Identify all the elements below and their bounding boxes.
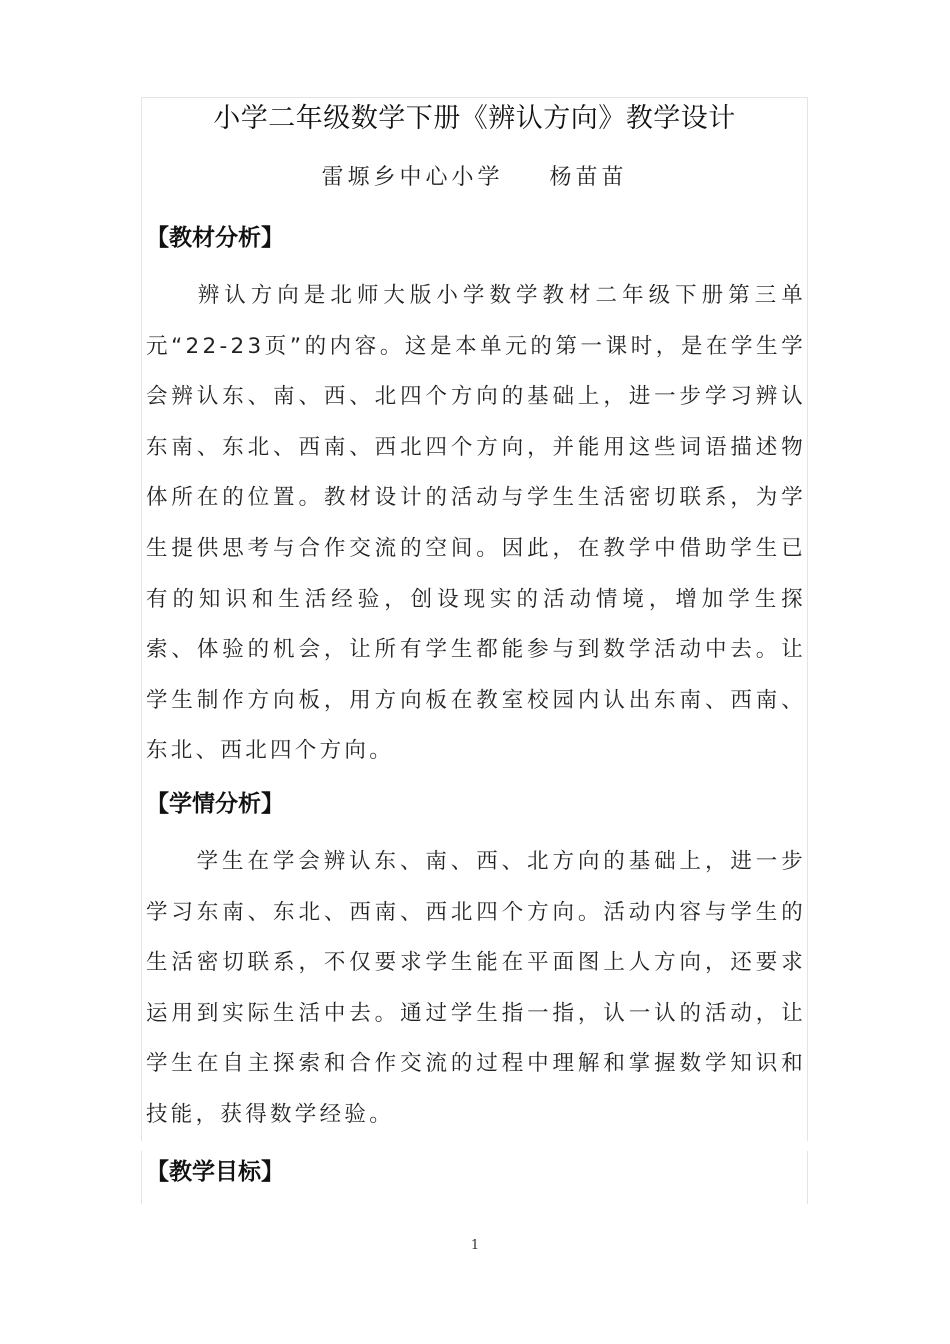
frame-break (138, 1141, 812, 1151)
document-title: 小学二年级数学下册《辨认方向》教学设计 (213, 103, 736, 134)
author-name: 杨苗苗 (549, 165, 628, 190)
section-body-textbook-analysis: 辨认方向是北师大版小学数学教材二年级下册第三单元“22-23页”的内容。这是本单元的第一课时，是在学生学会辨认东、南、西、北四个方向的基础上，进一步学习辨认东南、东北、西南、西北四个方向，并能用这些词语描述物体所在的位置。教材设计的活动与学生生活密切联系，为学生提供思考与合作交流的空间。因此，在教学中借助学生已有的知识和生活经验，创设现实的活动情境，增加学生探索、体验的机会，让所有学生都能参与到数学活动中去。让学生制作方向板，用方向板在教室校园内认出东南、西南、东北、西北四个方向。 (146, 283, 806, 764)
section-heading-student-analysis: 【学情分析】 (146, 791, 284, 817)
page-number: 1 (470, 1238, 480, 1253)
author-line (141, 156, 808, 200)
school-name: 雷塬乡中心小学 (321, 165, 504, 190)
section-body-student-analysis: 学生在学会辨认东、南、西、北方向的基础上，进一步学习东南、东北、西南、西北四个方向。活动内容与学生的生活密切联系，不仅要求学生能在平面图上人方向，还要求运用到实际生活中去。通过学生指一指，认一认的活动，让学生在自主探索和合作交流的过程中理解和掌握数学知识和技能，获得数学经验。 (146, 849, 806, 1127)
section-heading-teaching-goals: 【教学目标】 (146, 1159, 284, 1185)
section-heading-textbook-analysis: 【教材分析】 (146, 225, 284, 251)
